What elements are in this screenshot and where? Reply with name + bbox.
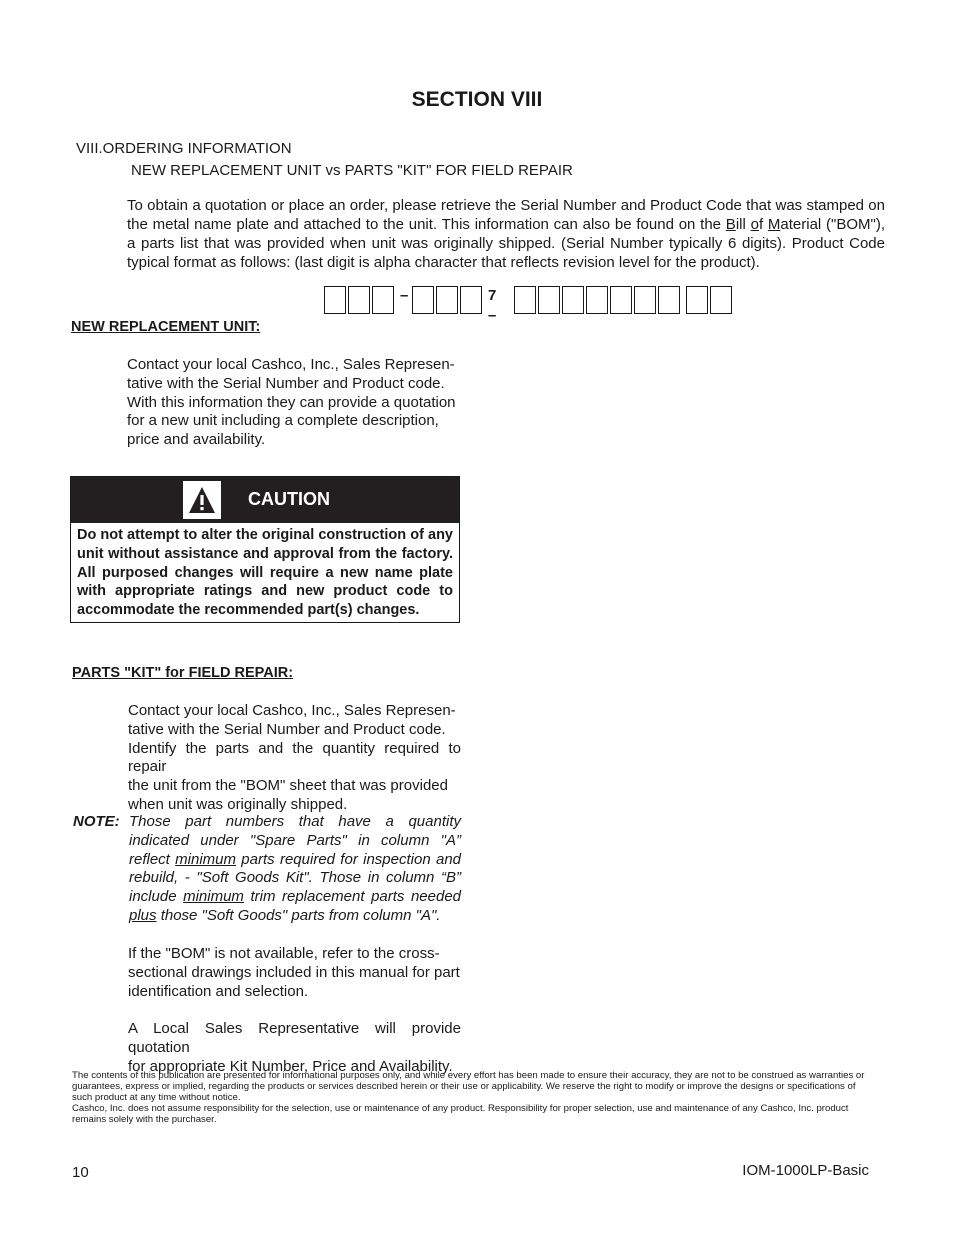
- code-digit-box: [372, 286, 394, 314]
- replacement-vs-kit-heading: NEW REPLACEMENT UNIT vs PARTS "KIT" FOR FIELD REPAIR: [131, 162, 573, 179]
- code-digit-box: [658, 286, 680, 314]
- intro-paragraph: To obtain a quotation or place an order, please retrieve the Serial Number and Product Code that was stamped on the metal name plate and attached to the unit. This information can also be found on the Bill of Material ("BOM"), a parts list that was provided when unit was originally shipped. (Serial Number typically 6 digits). Product Code typical format as follows: (last digit is alpha character that reflects revision level for the product).: [127, 197, 885, 271]
- caution-header: [71, 477, 459, 523]
- code-digit-box: [538, 286, 560, 314]
- bom-unavailable-paragraph: If the "BOM" is not available, refer to the cross- sectional drawings included in this manual for part identification and selection.: [128, 945, 460, 1000]
- disclaimer: [72, 1070, 872, 1125]
- code-digit-box: [348, 286, 370, 314]
- note-text: Those part numbers that have a quantity indicated under "Spare Parts" in column "A” reflect minimum parts required for inspection and rebuild, - "Soft Goods Kit". Those in column “B” include minimum trim replacement parts needed plus those "Soft Goods" parts from column "A".: [129, 813, 462, 924]
- page-number: 10: [72, 1164, 89, 1181]
- code-digit-box: [586, 286, 608, 314]
- document-id: IOM-1000LP-Basic: [742, 1162, 869, 1179]
- warning-triangle-icon: [183, 481, 221, 519]
- code-separator: 7 –: [488, 287, 497, 324]
- code-digit-box: [514, 286, 536, 314]
- parts-kit-paragraph: Contact your local Cashco, Inc., Sales Represen- tative with the Serial Number and Product code. Identify the parts and the quantity required to repair the unit from the "BOM" sheet that was provided when unit was originally shipped.: [128, 702, 461, 813]
- code-digit-box: [686, 286, 708, 314]
- caution-text: Do not attempt to alter the original construction of any unit without assistance and approval from the factory. All purposed changes will require a new name plate with appropriate ratings and new product code to accommodate the recommended part(s) changes.: [77, 527, 453, 619]
- ordering-info-heading: VIII.ORDERING INFORMATION: [76, 140, 292, 157]
- code-digit-box: [710, 286, 732, 314]
- new-unit-paragraph: Contact your local Cashco, Inc., Sales Represen- tative with the Serial Number and Product code. With this information they can provide a quotation for a new unit including a complete description, price and availability.: [127, 356, 456, 449]
- code-digit-box: [460, 286, 482, 314]
- section-title: SECTION VIII: [411, 88, 543, 111]
- local-rep-paragraph: A Local Sales Representative will provide quotation for appropriate Kit Number, Price and Availability.: [128, 1020, 461, 1075]
- code-digit-box: [634, 286, 656, 314]
- code-separator: –: [400, 287, 409, 304]
- code-digit-box: [436, 286, 458, 314]
- caution-box: [70, 476, 460, 623]
- code-digit-box: [324, 286, 346, 314]
- disclaimer-paragraph: The contents of this publication are presented for informational purposes only, and while every effort has been made to ensure their accuracy, they are not to be construed as warranties or guarantees, express or implied, regarding the products or services described herein or their use or applicability. We reserve the right to modify or improve the designs or specifications of such product at any time without notice.: [72, 1070, 865, 1103]
- parts-kit-heading: PARTS "KIT" for FIELD REPAIR:: [72, 665, 294, 681]
- code-digit-box: [610, 286, 632, 314]
- note-label: NOTE:: [73, 813, 120, 830]
- disclaimer-paragraph: Cashco, Inc. does not assume responsibility for the selection, use or maintenance of any product. Responsibility for proper selection, use and maintenance of any Cashco, Inc. product remains solely with the purchaser.: [72, 1103, 849, 1125]
- caution-title: CAUTION: [248, 489, 330, 509]
- code-digit-box: [412, 286, 434, 314]
- code-digit-box: [562, 286, 584, 314]
- new-unit-heading: NEW REPLACEMENT UNIT:: [71, 319, 261, 335]
